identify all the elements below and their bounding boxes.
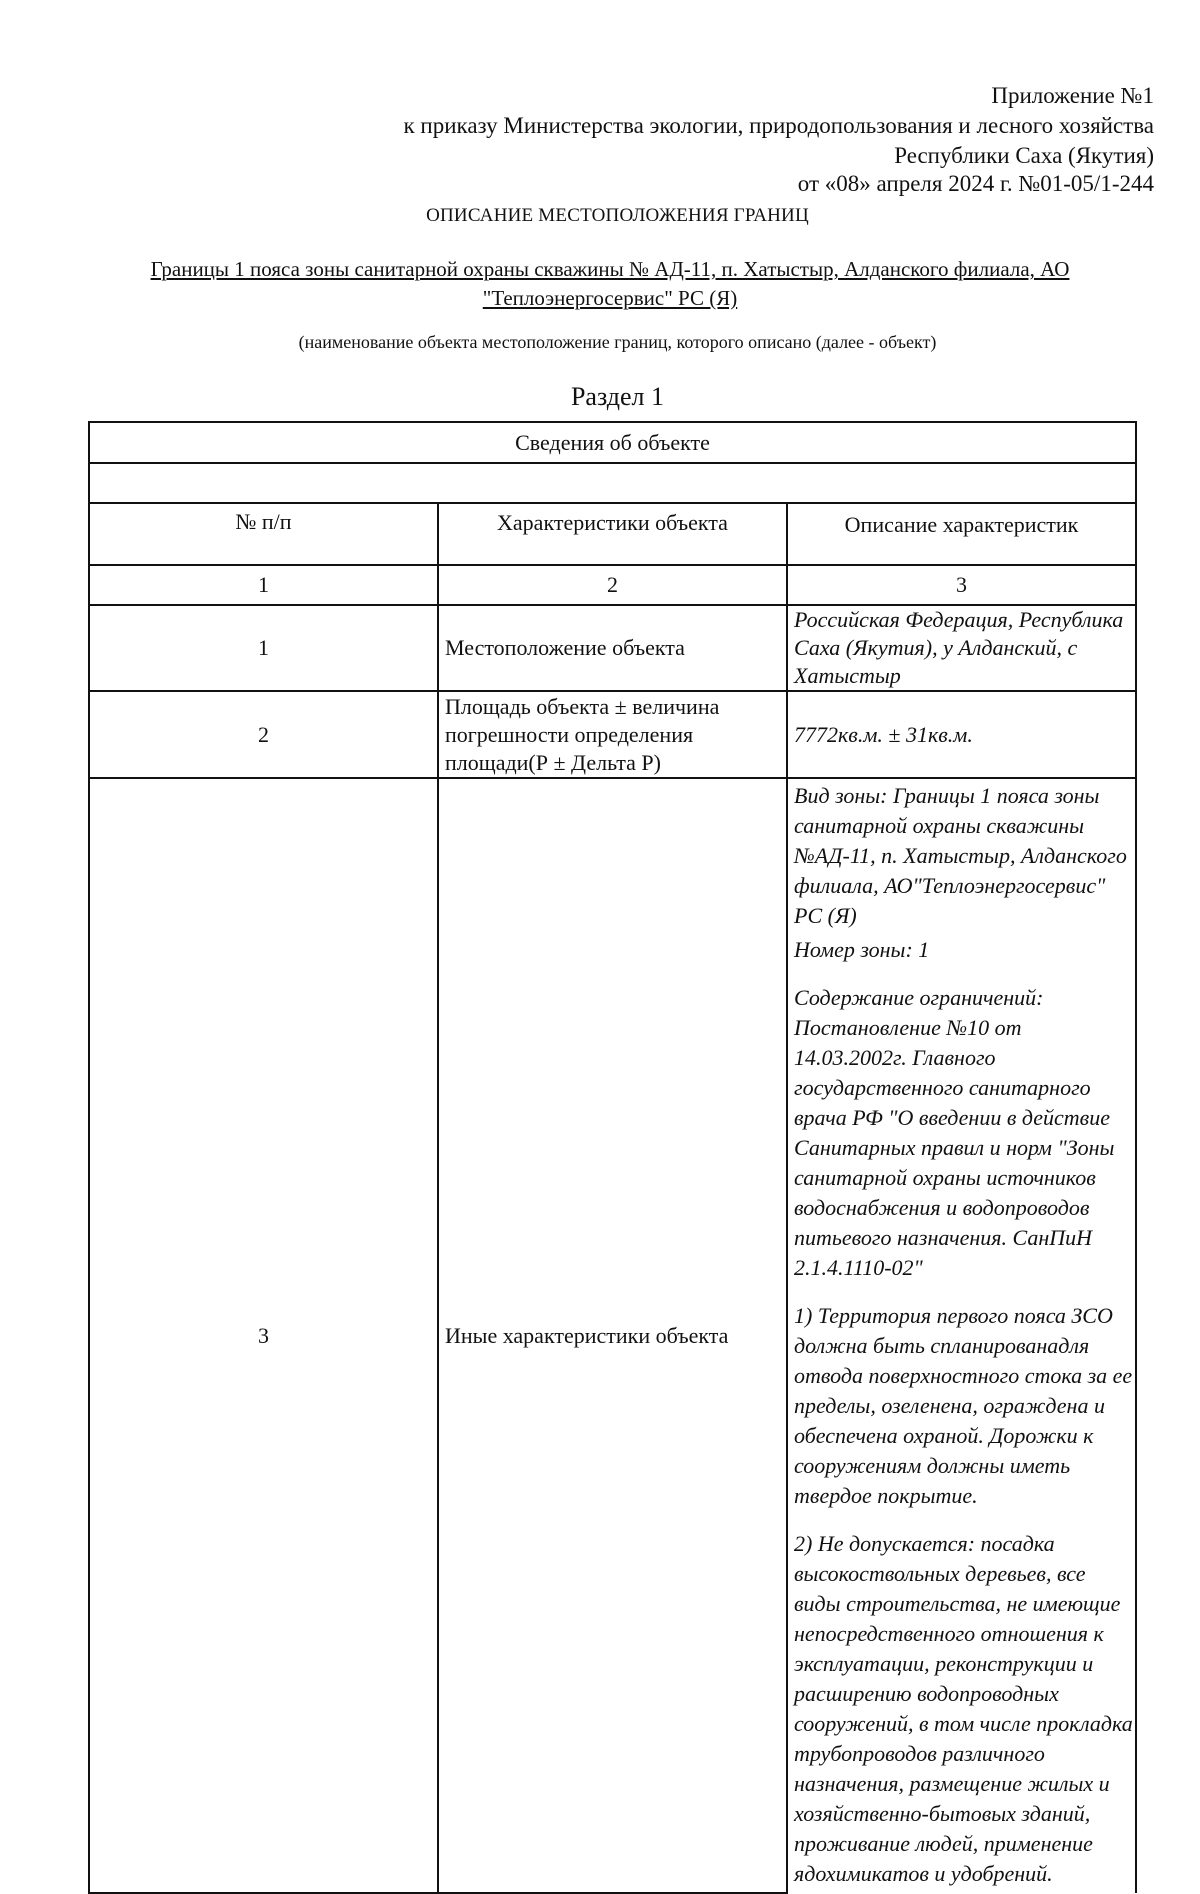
column-number: 2 bbox=[438, 565, 787, 605]
row-number: 3 bbox=[89, 778, 438, 1893]
row-description bbox=[787, 605, 1136, 691]
column-header-characteristic: Характеристики объекта bbox=[438, 503, 787, 565]
table-title-row bbox=[89, 422, 1136, 463]
appendix-header bbox=[403, 81, 1154, 171]
description-paragraph: Содержание ограничений: Постановление №10 от 14.03.2002г. Главного государственного санитарного врача РФ "О введении в действие Санитарных правил и норм "Зоны санитарной охраны источников водоснабжения и водопроводов питьевого назначения. СанПиН 2.1.4.1110-02" bbox=[794, 985, 1115, 1280]
appendix-line: к приказу Министерства экологии, природопользования и лесного хозяйства bbox=[403, 113, 1154, 138]
appendix-line: Приложение №1 bbox=[991, 83, 1154, 108]
column-header-description: Описание характеристик bbox=[787, 503, 1136, 565]
object-info-table bbox=[88, 421, 1137, 1894]
description-paragraph: 7772кв.м. ± 31кв.м. bbox=[794, 721, 973, 747]
object-name: Границы 1 пояса зоны санитарной охраны скважины № АД-11, п. Хатыстыр, Алданского филиала, АО "Теплоэнергосервис" РС (Я) bbox=[150, 257, 1070, 310]
object-name-caption: (наименование объекта местоположение границ, которого описано (далее - объект) bbox=[298, 332, 937, 352]
description-paragraph: 1) Территория первого пояса ЗСО должна быть спланированадля отвода поверхностного стока за ее пределы, озеленена, ограждена и обеспечена охраной. Дорожки к сооружениям должны иметь твердое покрытие. bbox=[794, 1303, 1133, 1508]
description-paragraph: 2) Не допускается: посадка высокоствольных деревьев, все виды строительства, не имеющие непосредственного отношения к эксплуатации, реконструкции и расширению водопроводных сооружений, в том числе прокладка трубопроводов различного назначения, размещение жилых и хозяйственно-бытовых зданий, проживание людей, применение ядохимикатов и удобрений. bbox=[794, 1531, 1133, 1886]
row-characteristic: Иные характеристики объекта bbox=[438, 778, 787, 1893]
row-description bbox=[787, 691, 1136, 778]
row-number: 2 bbox=[89, 691, 438, 778]
table-empty-row bbox=[89, 463, 1136, 503]
description-paragraph: Вид зоны: Границы 1 пояса зоны санитарной охраны скважины №АД-11, п. Хатыстыр, Алданского филиала, АО"Теплоэнергосервис" РС (Я) bbox=[794, 783, 1127, 928]
column-number-row bbox=[89, 565, 1136, 605]
order-date: от «08» апреля 2024 г. №01-05/1-244 bbox=[797, 171, 1154, 196]
column-number: 3 bbox=[787, 565, 1136, 605]
table-empty-cell bbox=[89, 463, 1136, 503]
row-characteristic: Площадь объекта ± величина погрешности определения площади(Р ± Дельта Р) bbox=[438, 691, 787, 778]
section-title: Раздел 1 bbox=[570, 382, 665, 411]
row-characteristic: Местоположение объекта bbox=[438, 605, 787, 691]
appendix-line: Республики Саха (Якутия) bbox=[894, 143, 1154, 168]
description-paragraph: Номер зоны: 1 bbox=[794, 937, 930, 962]
document-title: ОПИСАНИЕ МЕСТОПОЛОЖЕНИЯ ГРАНИЦ bbox=[426, 205, 809, 226]
row-number: 1 bbox=[89, 605, 438, 691]
table-row bbox=[89, 691, 1136, 778]
column-number: 1 bbox=[89, 565, 438, 605]
table-title: Сведения об объекте bbox=[89, 422, 1136, 463]
column-header-num: № п/п bbox=[235, 509, 292, 534]
row-description bbox=[787, 778, 1136, 1893]
description-paragraph: Российская Федерация, Республика Саха (Якутия), у Алданский, с Хатыстыр bbox=[794, 607, 1124, 688]
table-row bbox=[89, 778, 1136, 1893]
table-row bbox=[89, 605, 1136, 691]
table-header-row bbox=[89, 503, 1136, 565]
